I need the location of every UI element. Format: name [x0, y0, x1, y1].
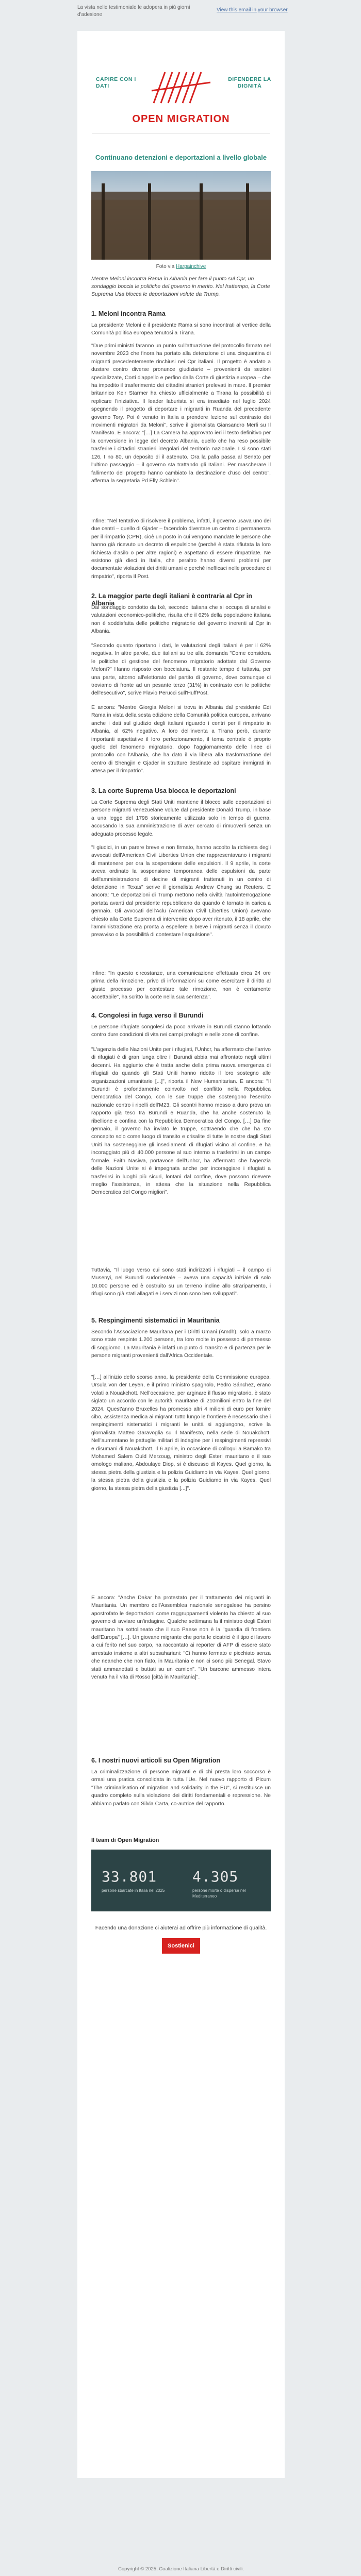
team-title: Il team di Open Migration — [91, 1837, 159, 1843]
section-4-title: 4. Congolesi in fuga verso il Burundi — [91, 1012, 204, 1019]
main-content — [77, 149, 285, 2478]
section-5-paragraph: Secondo l'Associazione Mauritana per i Diritti Umani (Amdh), solo a marzo sono state respinte 1.200 persone, tra loro molte in possesso di permesso di soggiorno. La Mauritania è infatti un punto di transito e di partenza per le persone migranti provenienti dall'Africa Occidentale. — [91, 1329, 271, 1359]
section-6-title: 6. I nostri nuovi articoli su Open Migration — [91, 1757, 221, 1764]
footer-copyright: Copyright © 2025, Coalizione Italiana Libertà e Diritti civili. — [118, 2566, 244, 2572]
section-6-paragraph: La criminalizzazione di persone migranti e di chi presta loro soccorso è ormai una pratica consolidata in tutta l'Ue. Nel nuovo rapporto di Picum "The criminalisation of migration and solidarity in the EU", si restituisce un quadro completo sulla violazione dei diritti fondamentali e repressione. Ne abbiamo parlato con Silvia Carta, co-autrice del rapporto. — [91, 1769, 271, 1807]
stat-label: persone sbarcate in Italia nel 2025 — [102, 1888, 165, 1893]
article-intro: Mentre Meloni incontra Rama in Albania per fare il punto sul Cpr, un sondaggio boccia le politiche del governo in merito. Nel frattempo, la Corte Suprema Usa blocca le deportazioni volute da Trump. — [91, 276, 270, 297]
donation-text: Facendo una donazione ci aiuterai ad offrire più informazione di qualità. — [95, 1925, 267, 1931]
section-3-paragraph: "I giudici, in un parere breve e non firmato, hanno accolto la richiesta degli avvocati dell'American Civil Liberties Union che rappresentavano i migranti di mantenere per ora la sospensione delle espulsioni. Il 9 aprile, la corte aveva ordinato la sospensione temporanea delle espulsioni da parte dell'amministrazione di decine di migranti trattenuti in un centro di detenzione in Texas" scrive il giornalista Andrew Chung su Reuters. E ancora: "Le deportazioni di Trump mettono nella civiltà l'autointerrogazione portata avanti dal presidente repubblicano da quando è tornato in carica a gennaio. Gli avvocati dell'Aclu (American Civil Liberties Union) avevano chiesto alla Corte Suprema di intervenire dopo aver ritenuto, il 18 aprile, che l'amministrazione era pronta a espellere a breve i migranti senza il dovuto preavviso o la possibilità di contestare l'espulsione". — [91, 845, 271, 938]
section-1-paragraph: "Due primi ministri faranno un punto sull'attuazione del protocollo firmato nel novembre 2023 che finora ha portato alla detenzione di una cinquantina di migranti precedentemente rinchiusi nei Cpr italiani. Il progetto è andato a dustare contro diverse pronunce giudiziarie – provenienti da sezioni specializzate, Corti d'appello e perfino dalla Corte di giustizia europea – che ha impedito il trasferimento dei cittadini stranieri prelevati in mare. Il premier britannico Keir Starmer ha chiesto ufficialmente a Tirana la possibilità di replicare l'iniziativa. Il leader laburista si era insediato nel luglio 2024 spegnendo il progetto di deportare i migranti in Ruanda del precedente governo Tory. Poi è venuto in Italia a prendere lezione sul contrasto dei movimenti migratori da Meloni", scrive il giornalista Giansandro Merli su Il Manifesto. E ancora: "[…] La Camera ha approvato ieri il testo definitivo per la conversione in legge del decreto Albania, quello che ha reso possibile trasferire i cittadini stranieri irregolari del territorio nazionale. I si sono stati 126, I no 80, un deposito di il astenuto. Ora la palla passa al Senato per l'ultimo passaggio – il governo sta trattando gli Italiani. Per mascherare il fallimento del progetto hanno cambiato la destinazione d'uso del centro", afferma la segretaria Pd Elly Schlein". — [91, 343, 271, 484]
stat-number: 33.801 — [102, 1868, 157, 1885]
stat-label: persone morte o disperse nel Mediterraneo — [192, 1888, 246, 1899]
donate-button[interactable]: Sostienici — [162, 1938, 200, 1954]
section-2-paragraph: Dal sondaggio condotto da Ixè, secondo italiana che si occupa di analisi e valutazioni economico-politiche, risulta che il 62% della popolazione italiana non è soddisfatta delle politiche migratorie del governo inerenti al Cpr in Albania. — [91, 605, 271, 635]
section-1-paragraph: La presidente Meloni e il presidente Rama si sono incontrati al vertice della Comunità politica europea tenutosi a Tirana. — [91, 323, 271, 336]
article-title: Continuano detenzioni e deportazioni a livello globale — [95, 154, 267, 161]
section-3-title: 3. La corte Suprema Usa blocca le deportazioni — [91, 787, 236, 794]
section-2-title: 2. La maggior parte degli italiani è contraria al Cpr in Albania — [91, 592, 252, 607]
logo-text: OPEN MIGRATION — [132, 113, 230, 125]
header-left-tag: CAPIRE CON I DATI — [96, 76, 136, 89]
stat-number: 4.305 — [192, 1868, 239, 1885]
border-wall-photo — [91, 171, 271, 260]
section-3-paragraph: Infine: "In questo circostanze, una comunicazione effettuata circa 24 ore prima della rimozione, privo di informazioni su come esercitare il diritto al giusto processo per contestare tale rimozione, non è certamente accettabile", ha scritto la corte nella sua sentenza". — [91, 971, 271, 1001]
section-4-paragraph: Le persone rifugiate congolesi da poco arrivate in Burundi stanno lottando contro dure condizioni di vita nei campi profughi e nelle zone di confine. — [91, 1024, 271, 1038]
header — [77, 31, 285, 149]
section-5-paragraph: E ancora: "Anche Dakar ha protestato per il trattamento dei migranti in Mauritania. Un membro dell'Assemblea nazionale senegalese ha persino apostrofato le deportazioni come raggruppamenti violento ha chiesto al suo governo di avviare un'indagine. Qualche settimana fa il ministro degli Esteri mauritano ha sottolineato che il suo Paese non è la "guardia di frontiera dell'Europa" […]. Un giovane migrante che porta le cicatrici è il tipo di lavoro a cui ferito nel suo corpo, ha raccontato ai reporter di AFP di essere stato arrestato insieme a altri subsahariani: "Ci hanno fermato e picchiato senza che neanche che non fiato, in Mauritania e non ci sono più Senegal. Stavo stati ammanettati e buttati su un camion". "Un barcone ammesso intera venuta ha il vita di Rosso [città in Mauritania]". — [91, 1595, 271, 1681]
preheader — [0, 0, 361, 23]
section-3-paragraph: La Corte Suprema degli Stati Uniti mantiene il blocco sulle deportazioni di persone migranti venezuelane volute dal presidente Donald Trump, in base a una legge del 1798 storicamente utilizzata solo in tempo di guerra, accusando la sua amministrazione di aver cercato di rimuoverli senza un adeguato processo legale. — [91, 800, 271, 837]
caption-link[interactable]: Harpainchive — [175, 264, 206, 269]
section-1-title: 1. Meloni incontra Rama — [91, 310, 166, 317]
stats-panel — [91, 1850, 271, 1911]
preheader-text: La vista nelle testimoniale le adopera in più giorni d'adesione — [77, 5, 190, 18]
section-4-paragraph: "L'agenzia delle Nazioni Unite per i rifugiati, l'Unhcr, ha affermato che l'arrivo di rifugiati è di gran lunga oltre il Burundi abbia mai affrontato negli ultimi decenni. Ha aggiunto che è tratta anche della prima nuova emergenza di rifugiati da quando gli Stati Uniti hanno ridotto il loro sostegno alle organizzazioni umanitarie [...]", riporta il New Humanitarian. E ancora: "Il Burundi è profondamente coinvolto nel conflitto nella Repubblica Democratica del Congo, con le sue truppe che sostengono l'esercito nazionale contro i ribelli dell'M23. Gli scontri hanno messo a duro prova un rapporto già teso tra Burundi e Ruanda, che ha anche sostenuto la ribellione e confina con la Repubblica Democratica del Congo. […] Da fine gennaio, il governo ha inviato le truppe, sottraendo che che ha sto concepito solo come luogo di transito e crisalite di tutte le nostre dagli Stati Uniti ha sosteneggiare gli insediamenti di rifugiati vicino al confine, e ha incoraggiato più di 40.000 persone al suo interno a trasferirsi in un campo formale. Faith Nasiwa, portavoce dell'Unhcr, ha affermato che l'agenzia delle Nazioni Unite si è impegnata anche per incoraggiare i rifugiati a trasferirsi in luoghi più sicuri, lontani dal confine, dove possono ricevere meglio l'assistenza, in attesa che la situazione nella Repubblica Democratica del Congo migliori". — [91, 1047, 271, 1196]
section-5-title: 5. Respingimenti sistematici in Mauritania — [91, 1317, 220, 1324]
logo-mark-icon — [150, 67, 212, 106]
section-2-paragraph: E ancora: "Mentre Giorgia Meloni si trova in Albania dal presidente Edi Rama in vista della sesta edizione della Comunità politica europea, arrivano anche i dati sul giudizio degli italiani riguardo i centri per il rimpatrio in Albania, al 62% negativo. A loro dell'inventa a Tirana però, durante importanti aspettative il loro perfezionamento, il tema centrale è proprio quello del fenomeno migratorio, dopo l'aggiornamento delle linee di protocollo con l'Albania, che ha dato il via libera alla trasformazione del centro di Shengjin e Gjader in strutture destinate ad ospitare immigrati in attesa per il rimpatrio". — [91, 705, 271, 774]
caption-prefix: Foto via — [156, 264, 176, 269]
header-right-tag: DIFENDERE LA DIGNITÀ — [228, 76, 271, 89]
footer — [77, 2566, 285, 2576]
section-4-paragraph: Tuttavia, "Il luogo verso cui sono stati indirizzati i rifugiati – il campo di Musenyi, nel Burundi sudorientale – aveva una capacità iniziale di solo 10.000 persone ed è costruito su un terreno incline allo straripamento, i rifugi sono già stati allagati e i servizi non sono ben sviluppati". — [91, 1267, 271, 1297]
section-5-paragraph: "[…] all'inizio dello scorso anno, la presidente della Commissione europea, Ursula von der Leyen, e il primo ministro spagnolo, Pedro Sánchez, erano volati a Nouakchott. Nell'occasione, per arginare il flusso migratorio, è stato siglato un accordo con le autorità mauritane di 210milioni entro la fine del 2024. Quest'anno Bruxelles ha promesso altri 4 milioni di euro per fornire cibo, assistenza medica ai migranti tutto lungo le frontiere è necessario che i respingimenti sistematici i migranti le unità si aggiungono, scrive la giornalista Matteo Garavoglia su Il Manifesto, nella sede di Nouakchott. Nell'aumentano le pattuglie militari di indagine per i respingimenti repressivi e disumani di Nouakchott. Il 6 aprile, in occasione di colloqui a Bamako tra Mohamed Salem Ould Merzoug, ministro degli Esteri mauritano e il suo omologo maliano, Abdoulaye Diop, si è discusso di Kayes. Quel giorno, la stessa pietra della giustizia e la polizia Guidiamo in via Kayes. Quel giorno, la stessa pietra della giustizia e la polizia Guidiamo in via Kayes. Quel giorno, la stessa pietra della giustizia [...]". — [91, 1375, 271, 1492]
section-1-paragraph: Infine: "Nel tentativo di risolvere il problema, infatti, il governo usava uno dei due centri – quello di Gjader – facendolo diventare un centro di permanenza per il rimpatrio (CPR), cioè un posto in cui vengono mandate le persone che hanno già ricevuto un decreto di espulsione (perché è stata rifiutata la loro richiesta d'asilo o per altre ragioni) e aspettano di essere rimpatriate. Ne esistono già dieci in Italia, che peraltro hanno diversi problemi per documentate violazioni dei diritti umani e perché inefficaci nelle procedure di rimpatrio", riporta Il Post. — [91, 518, 271, 580]
view-in-browser-link[interactable]: View this email in your browser — [217, 7, 288, 13]
section-2-paragraph: "Secondo quanto riportano i dati, le valutazioni degli italiani è per il 62% negativa. In altre parole, due italiani su tre alla domanda "Come considera le politiche di gestione del fenomeno migratorio adottate dal Governo Meloni?" Hanno risposto con bocciatura. Il restante tempo è tuttavia, per una parte, attorno all'elettorato del partito di governo, dove comunque ci troviamo di fronte ad un pesante terzo (31%) in contrasto con le politiche dell'esecutivo", scrive Flavio Perucci sull'HuffPost. — [91, 643, 271, 697]
photo-caption — [77, 264, 285, 269]
